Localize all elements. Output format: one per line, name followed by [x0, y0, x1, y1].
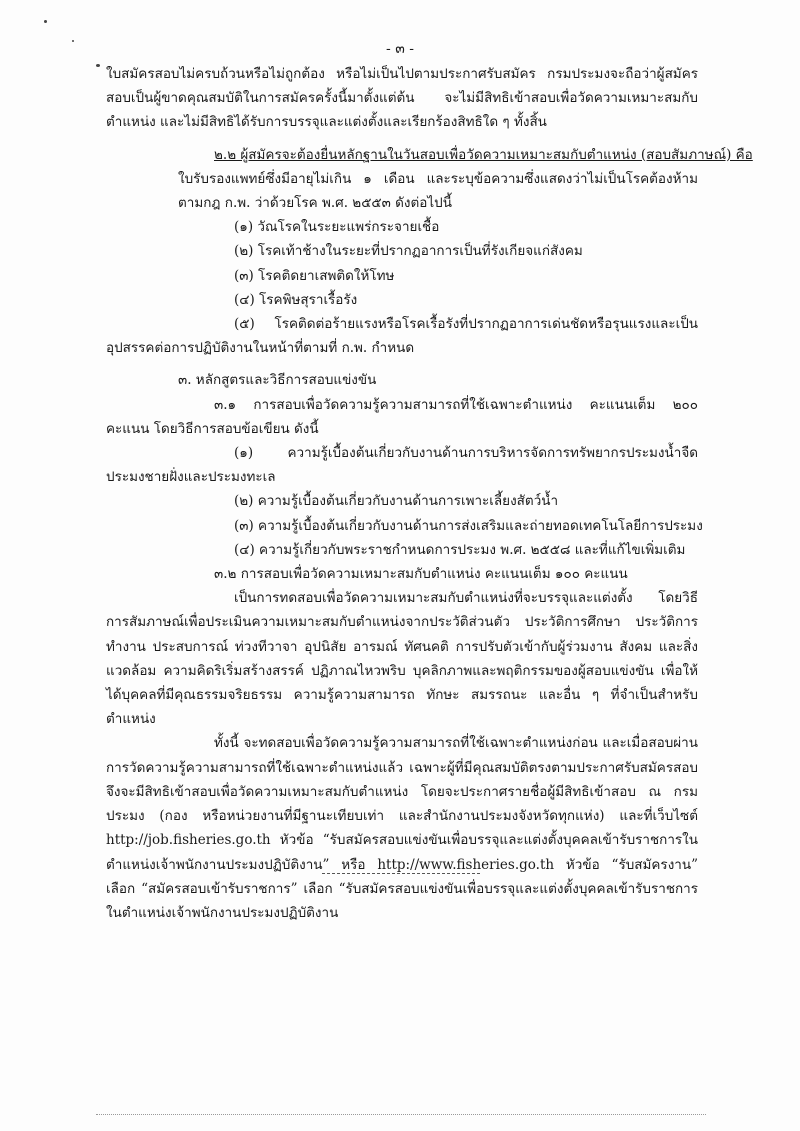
scan-bottom-edge [96, 1114, 706, 1115]
page-number: - ๓ - [386, 41, 414, 57]
exam-topic-4: (๔) ความรู้เกี่ยวกับพระราชกำหนดการประมง พ.ศ. ๒๕๕๘ และที่แก้ไขเพิ่มเติม [234, 541, 686, 558]
exam-topic-3: (๓) ความรู้เบื้องต้นเกี่ยวกับงานด้านการส่งเสริมและถ่ายทอดเทคโนโลยีการประมง [234, 517, 703, 534]
disease-item-1: (๑) วัณโรคในระยะแพร่กระจายเชื้อ [234, 219, 440, 236]
section-3-1-paragraph: ๓.๑ การสอบเพื่อวัดความรู้ความสามารถที่ใช้เฉพาะตำแหน่ง คะแนนเต็ม ๒๐๐ คะแนน โดยวิธีการสอบข้อเขียน ดังนี้ [106, 396, 698, 437]
end-divider [322, 873, 480, 874]
section-3-2-heading: ๓.๒ การสอบเพื่อวัดความเหมาะสมกับตำแหน่ง คะแนนเต็ม ๑๐๐ คะแนน [214, 566, 628, 583]
closing-paragraph: ทั้งนี้ จะทดสอบเพื่อวัดความรู้ความสามารถที่ใช้เฉพาะตำแหน่งก่อน และเมื่อสอบผ่านการวัดความรู้ความสามารถที่ใช้เฉพาะตำแหน่งแล้ว เฉพาะผู้ที่มีคุณสมบัติตรงตามประกาศรับสมัครสอบ จึงจะมีสิทธิเข้าสอบเพื่อวัดความเหมาะสมกับตำแหน่ง โดยจะประกาศรายชื่อผู้มีสิทธิเข้าสอบ ณ กรมประมง (กอง หรือหน่วยงานที่มีฐานะเทียบเท่า และสำนักงานประมงจังหวัดทุกแห่ง) และที่เว็บไซต์ http://job.fisheries.go.th หัวข้อ “รับสมัครสอบแข่งขันเพื่อบรรจุและแต่งตั้งบุคคลเข้ารับราชการในตำแหน่งเจ้าพนักงานประมงปฏิบัติงาน” หรือ http://www.fisheries.go.th หัวข้อ “รับสมัครงาน” เลือก “สมัครสอบเข้ารับราชการ” เลือก “รับสมัครสอบแข่งขันเพื่อบรรจุและแต่งตั้งบุคคลเข้ารับราชการในตำแหน่งเจ้าพนักงานประมงปฏิบัติงาน [106, 735, 698, 921]
scan-speck [44, 20, 47, 23]
disease-item-5: (๕) โรคติดต่อร้ายแรงหรือโรคเรื้อรังที่ปรากฏอาการเด่นชัดหรือรุนแรงและเป็นอุปสรรคต่อการปฏิบัติงานในหน้าที่ตามที่ ก.พ. กำหนด [106, 316, 698, 357]
exam-topic-1: (๑) ความรู้เบื้องต้นเกี่ยวกับงานด้านการบริหารจัดการทรัพยากรประมงน้ำจืด ประมงชายฝั่งและประมงทะเล [106, 445, 698, 486]
disease-item-2: (๒) โรคเท้าช้างในระยะที่ปรากฏอาการเป็นที่รังเกียจแก่สังคม [234, 243, 583, 260]
disease-item-4: (๔) โรคพิษสุราเรื้อรัง [234, 291, 358, 308]
section-3-heading: ๓. หลักสูตรและวิธีการสอบแข่งขัน [178, 372, 377, 389]
exam-topic-2: (๒) ความรู้เบื้องต้นเกี่ยวกับงานด้านการเพาะเลี้ยงสัตว์น้ำ [234, 493, 559, 510]
document-body [106, 62, 753, 925]
section-2-2-paragraph: ใบรับรองแพทย์ซึ่งมีอายุไม่เกิน ๑ เดือน และระบุข้อความซึ่งแสดงว่าไม่เป็นโรคต้องห้ามตามกฎ ก.พ. ว่าด้วยโรค พ.ศ. ๒๕๕๓ ดังต่อไปนี้ [178, 170, 698, 212]
intro-paragraph: ใบสมัครสอบไม่ครบถ้วนหรือไม่ถูกต้อง หรือไม่เป็นไปตามประกาศรับสมัคร กรมประมงจะถือว่าผู้สมัครสอบเป็นผู้ขาดคุณสมบัติในการสมัครครั้งนี้มาตั้งแต่ต้น จะไม่มีสิทธิเข้าสอบเพื่อวัดความเหมาะสมกับตำแหน่ง และไม่มีสิทธิได้รับการบรรจุและแต่งตั้งและเรียกร้องสิทธิใด ๆ ทั้งสิ้น [106, 66, 698, 131]
section-2-2-heading: ๒.๒ ผู้สมัครจะต้องยื่นหลักฐานในวันสอบเพื่อวัดความเหมาะสมกับตำแหน่ง (สอบสัมภาษณ์) คือ [214, 146, 753, 163]
section-3-2-paragraph: เป็นการทดสอบเพื่อวัดความเหมาะสมกับตำแหน่งที่จะบรรจุและแต่งตั้ง โดยวิธีการสัมภาษณ์เพื่อประเมินความเหมาะสมกับตำแหน่งจากประวัติส่วนตัว ประวัติการศึกษา ประวัติการทำงาน ประสบการณ์ ท่วงทีวาจา อุปนิสัย อารมณ์ ทัศนคติ การปรับตัวเข้ากับผู้ร่วมงาน สังคม และสิ่งแวดล้อม ความคิดริเริ่มสร้างสรรค์ ปฏิภาณไหวพริบ บุคลิกภาพและพฤติกรรมของผู้สอบแข่งขัน เพื่อให้ได้บุคคลที่มีคุณธรรมจริยธรรม ความรู้ความสามารถ ทักษะ สมรรถนะ และอื่น ๆ ที่จำเป็นสำหรับตำแหน่ง [106, 590, 698, 728]
scan-speck [96, 64, 100, 67]
disease-item-3: (๓) โรคติดยาเสพติดให้โทษ [234, 267, 395, 284]
